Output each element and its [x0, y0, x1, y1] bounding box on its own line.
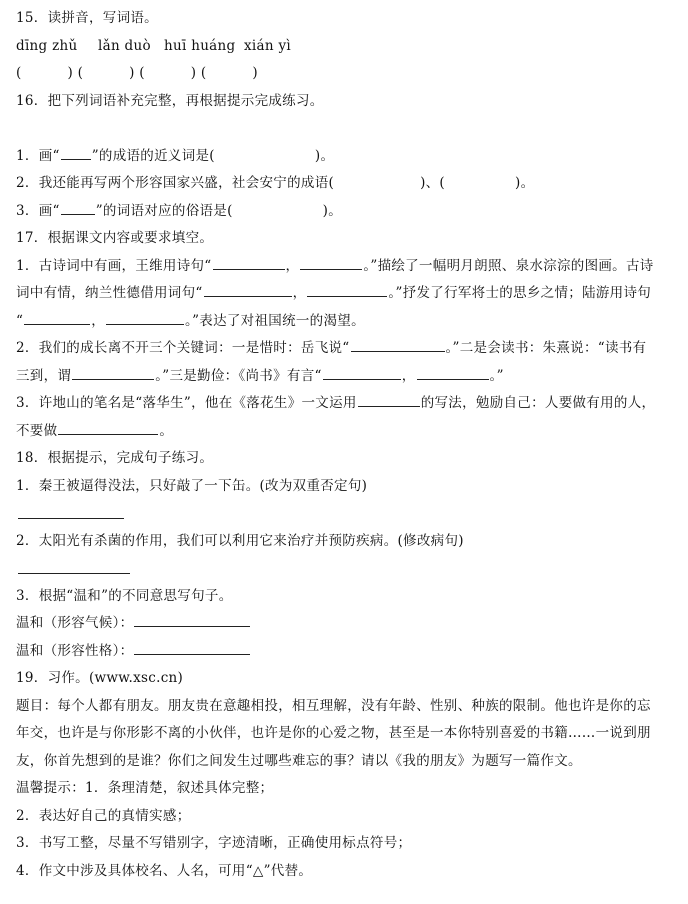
q17-line-4 [16, 335, 680, 363]
text: 3．画“ [16, 202, 60, 219]
q15-pinyin-row [16, 33, 680, 61]
q18-sub-2: 2．太阳光有杀菌的作用，我们可以利用它来治疗并预防疾病。(修改病句) [16, 532, 464, 549]
text: )。 [314, 147, 335, 164]
q19-prompt-line-2: 年交，也许是与你形影不离的小伙伴，也许是你的心爱之物，甚至是一本你特别喜爱的书籍……一说到朋 [16, 725, 651, 741]
fill-blank[interactable] [134, 612, 250, 627]
text: 。”二是会读书：朱熹说：“读书有 [445, 340, 647, 356]
fill-blank[interactable] [204, 282, 292, 297]
q19-title: 19．习作。(www.xsc.cn) [16, 670, 184, 686]
fill-blank[interactable] [358, 392, 420, 407]
fill-blank[interactable] [106, 310, 184, 325]
fill-blank[interactable] [351, 337, 445, 352]
q19-prompt-line-1: 题目：每个人都有朋友。朋友贵在意趣相投，相互理解，没有年龄、性别、种族的限制。他也许是你的忘 [16, 697, 651, 714]
answer-underline [18, 518, 124, 519]
underline-sample [61, 145, 91, 160]
fill-blank[interactable] [134, 640, 250, 655]
text: 2．我们的成长离不开三个关键词：一是惜时：岳飞说“ [16, 340, 350, 356]
q18-sub-1: 1．秦王被逼得没法，只好敲了一下缶。(改为双重否定句) [16, 477, 368, 494]
q16-title: 16．把下列词语补充完整，再根据提示完成练习。 [16, 92, 324, 109]
text: 词中有情，纳兰性德借用词句“ [16, 285, 203, 301]
q16-words [16, 115, 680, 143]
text: 。”表达了对祖国统一的渴望。 [185, 312, 365, 329]
q18-sub-3: 3．根据“温和”的不同意思写句子。 [16, 587, 233, 604]
text: ， [285, 257, 300, 274]
text: 3．许地山的笔名是“落华生”，他在《落花生》一文运用 [16, 395, 357, 411]
text: ”的成语的近义词是( [91, 147, 215, 164]
fill-blank[interactable] [24, 310, 90, 325]
q18-sub-3a [16, 610, 680, 638]
q19-tip-3: 3．书写工整，尽量不写错别字，字迹清晰，正确使用标点符号； [16, 835, 412, 851]
text: 。 [159, 422, 174, 439]
pinyin-2: lǎn duò [98, 37, 151, 54]
q17-line-2 [16, 280, 680, 308]
text: )。 [515, 175, 535, 191]
q19-tip-4: 4．作文中涉及具体校名、人名，可用“△”代替。 [16, 862, 313, 879]
text: )。 [322, 202, 343, 219]
pinyin-1: dīng zhǔ [16, 37, 78, 54]
text: 1．古诗词中有画，王维用诗句“ [16, 257, 212, 274]
text: 1．画“ [16, 147, 60, 164]
text: 三到，谓 [16, 367, 72, 384]
answer-underline [18, 573, 130, 574]
q16-sub-2 [16, 170, 680, 198]
text: ， [91, 312, 106, 329]
q18-answer-1[interactable] [16, 500, 680, 528]
q16-sub-1 [16, 143, 680, 171]
q19-tip-1: 温馨提示：1．条理清楚，叙述具体完整； [16, 780, 274, 796]
text: ， [401, 367, 416, 384]
text: 2．我还能再写两个形容国家兴盛，社会安宁的成语( [16, 175, 335, 191]
fill-blank[interactable] [72, 365, 154, 380]
q17-line-7 [16, 418, 680, 446]
fill-blank[interactable] [307, 282, 387, 297]
q18-sub-3b [16, 638, 680, 666]
text: 。”描绘了一幅明月朗照、泉水淙淙的图画。古诗 [363, 257, 654, 274]
text: ， [292, 285, 307, 301]
pinyin-3: huī huáng [164, 37, 236, 54]
q17-line-5 [16, 363, 680, 391]
q15-title: 15．读拼音，写词语。 [16, 10, 158, 26]
fill-blank[interactable] [300, 255, 362, 270]
text: 温和（形容气候）： [16, 615, 134, 631]
text: 。” [489, 367, 504, 384]
text: ”的词语对应的俗语是( [95, 202, 233, 219]
q17-line-3 [16, 308, 680, 336]
q16-sub-3 [16, 198, 680, 226]
q17-title: 17．根据课文内容或要求填空。 [16, 230, 214, 246]
text: 的写法，勉励自己：人要做有用的人， [420, 395, 656, 411]
q18-answer-2[interactable] [16, 555, 680, 583]
text: )、( [420, 175, 445, 191]
text: 。”抒发了行军将士的思乡之情；陆游用诗句 [388, 285, 652, 301]
text: 不要做 [16, 422, 58, 439]
underline-sample [61, 200, 95, 215]
text: 。”三是勤俭：《尚书》有言“ [155, 367, 322, 384]
q15-answer-brackets[interactable]: ( ) ( ) ( ) ( ) [16, 65, 258, 81]
fill-blank[interactable] [417, 365, 489, 380]
q19-tip-2: 2．表达好自己的真情实感； [16, 807, 191, 824]
fill-blank[interactable] [323, 365, 401, 380]
pinyin-4: xián yì [244, 37, 292, 54]
fill-blank[interactable] [213, 255, 285, 270]
fill-blank[interactable] [58, 420, 158, 435]
text: “ [16, 312, 24, 329]
q19-prompt-line-3: 友，你首先想到的是谁？你们之间发生过哪些难忘的事？请以《我的朋友》为题写一篇作文。 [16, 752, 582, 769]
q17-line-1 [16, 253, 680, 281]
q17-line-6 [16, 390, 680, 418]
q18-title: 18．根据提示，完成句子练习。 [16, 450, 214, 466]
text: 温和（形容性格）： [16, 642, 134, 659]
